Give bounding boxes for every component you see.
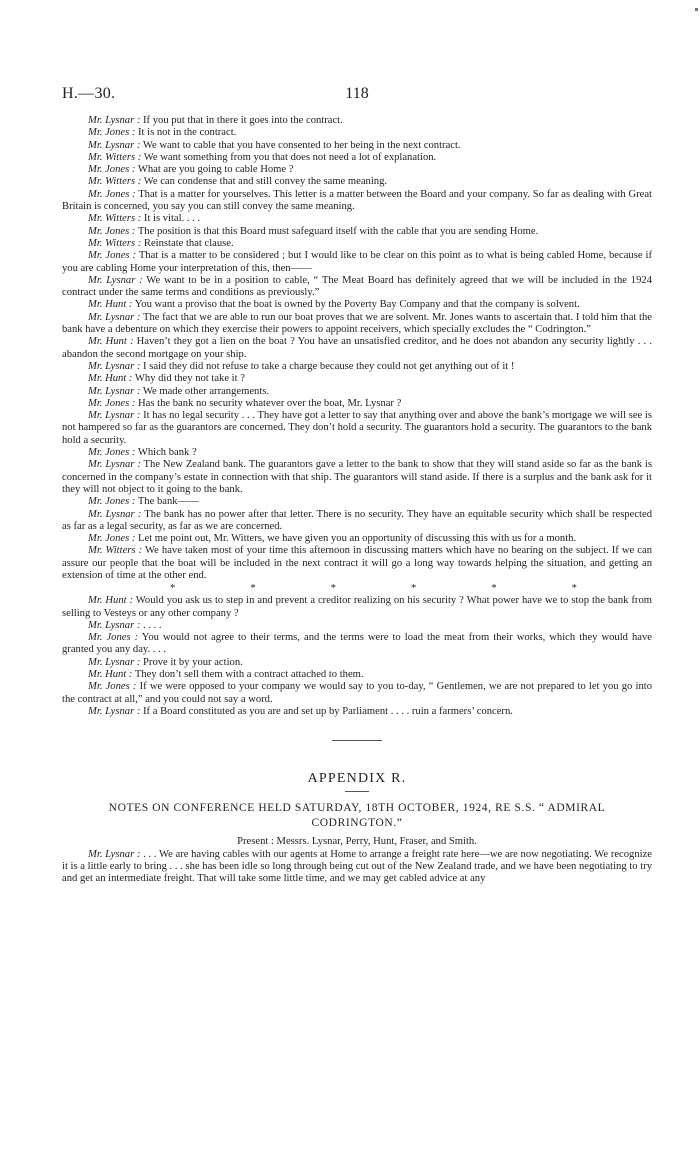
speaker-name: Mr. Lysnar : [88,619,141,631]
dialogue-paragraph [62,115,652,127]
speech-text: . . . . [140,619,162,631]
dialogue-paragraph [62,164,652,176]
dialogue-paragraph [62,226,652,238]
speech-text: Prove it by your action. [140,656,243,668]
speaker-name: Mr. Lysnar : [88,385,141,397]
dialogue-paragraph [62,213,652,225]
speech-text: If you put that in there it goes into the contract. [140,115,343,126]
speech-text: You would not agree to their terms, and the terms were to load the meat from their works, which they would have granted you any day. . . . [62,632,652,656]
dialogue-paragraph [62,189,652,214]
speaker-name: Mr. Lysnar : [88,115,141,126]
speaker-name: Mr. Witters : [88,545,143,557]
star-separator: * [170,583,176,595]
speech-text: It is vital. . . . [141,213,201,225]
speaker-name: Mr. Witters : [88,176,142,188]
speaker-name: Mr. Jones : [88,250,137,262]
speech-text: It is not in the contract. [135,127,237,139]
dialogue-paragraph [62,250,652,275]
dialogue-paragraph [62,238,652,250]
document-reference: H.—30. [62,85,116,102]
dialogue-paragraph [62,152,652,164]
star-separator: * [571,583,577,595]
speech-text: The bank—— [135,496,199,508]
speaker-name: Mr. Hunt : [88,373,133,385]
dialogue-paragraph [62,620,652,632]
dialogue-paragraph [62,657,652,669]
speaker-name: Mr. Jones : [88,632,139,644]
speaker-name: Mr. Witters : [88,237,142,249]
dialogue-paragraph [62,706,652,718]
speaker-name: Mr. Jones : [88,225,136,237]
dialogue-paragraph [62,632,652,657]
page-body [62,115,652,886]
speech-text: Why did they not take it ? [132,373,245,385]
speech-text: Haven’t they got a lien on the boat ? You have an unsatisfied creditor, and he does not abandon any security lightly . . . abandon the second mortgage on your ship. [62,336,652,360]
speaker-name: Mr. Lysnar : [88,360,141,372]
speech-text: The bank has no power after that letter. There is no security. They have an equitable security which shall be respected as far as a legal security, as far as we are concerned. [62,508,652,532]
dialogue-paragraph [62,447,652,459]
speech-text: The fact that we are able to run our boat proves that we are solvent. Mr. Jones wants to ascertain that. I told him that the bank have a debenture on which they exercise their powers to appoint receivers, which specially excludes the “ Codrington.” [62,311,652,336]
speech-text: It has no legal security . . . They have got a letter to say that anything over and above the bank’s mortgage we will see is not hampered so far as the guarantors are concerned. They don’t hold a security. The guarantors hold a security. The guarantors to the bank hold a security. [62,410,652,446]
speaker-name: Mr. Jones : [88,533,136,545]
dialogue-paragraph [62,509,652,534]
dialogue-paragraph [62,669,652,681]
speech-text: They don’t sell them with a contract attached to them. [132,669,364,681]
dialogue-paragraph [62,127,652,139]
speaker-name: Mr. Lysnar : [88,311,141,323]
dialogue-paragraph [62,140,652,152]
speaker-name: Mr. Lysnar : [88,656,141,668]
dialogue-paragraph [62,545,652,582]
dialogue-paragraph [62,849,652,886]
speech-text: . . . We are having cables with our agents at Home to arrange a freight rate here—we are now negotiating. We recognize it is a little early to bring . . . she has been idle so long through being cut out of the New Zealand trade, and we have been negotiating to try and get an intermediate freight. That will take some little time, and we may get cabled advice at any [62,848,652,885]
speaker-name: Mr. Jones : [88,496,136,508]
speech-text: We can condense that and still convey the same meaning. [141,176,388,188]
speech-text: I said they did not refuse to take a charge because they could not get anything out of it ! [140,360,515,372]
speaker-name: Mr. Hunt : [88,669,133,681]
speech-text: We made other arrangements. [140,385,270,397]
dialogue-paragraph [62,176,652,188]
section-break-stars [62,583,652,595]
speaker-name: Mr. Jones : [88,164,136,176]
dialogue-paragraph [62,336,652,361]
appendix-dialogue [62,849,652,886]
notes-title: NOTES ON CONFERENCE HELD SATURDAY, 18TH OCTOBER, 1924, RE S.S. “ ADMIRAL CODRINGTON.” [108,801,606,829]
speech-text: That is a matter for yourselves. This letter is a matter between the Board and your company. So far as dealing with Great Britain is concerned, you say you can still convey the same meaning. [62,188,652,213]
dialogue-paragraph [62,299,652,311]
speaker-name: Mr. Lysnar : [88,139,141,151]
speech-text: We want to be in a position to cable, “ The Meat Board has definitely agreed that we will be included in the 1924 contract under the same terms and conditions as previously.” [62,274,652,299]
speech-text: Let me point out, Mr. Witters, we have given you an opportunity of discussing this with us for a month. [135,533,577,545]
speech-text: Which bank ? [135,447,197,459]
appendix-rule [345,791,369,792]
present-line: Present : Messrs. Lysnar, Perry, Hunt, Fraser, and Smith. [237,835,477,847]
speaker-name: Mr. Lysnar : [88,848,141,860]
speaker-name: Mr. Jones : [88,188,136,200]
dialogue-paragraph [62,595,652,620]
speaker-name: Mr. Jones : [88,397,136,409]
page-header [62,85,652,105]
dialogue-paragraph [62,398,652,410]
speech-text: Reinstate that clause. [141,237,234,249]
dialogue-paragraph [62,275,652,300]
speech-text: We want something from you that does not need a lot of explanation. [141,151,437,163]
dialogue-paragraph [62,410,652,447]
speaker-name: Mr. Witters : [88,151,142,163]
star-separator: * [491,583,497,595]
speaker-name: Mr. Witters : [88,213,142,225]
appendix-title: APPENDIX R. [307,771,407,787]
speech-text: Has the bank no security whatever over the boat, Mr. Lysnar ? [135,397,402,409]
speaker-name: Mr. Hunt : [88,299,133,311]
speech-text: That is a matter to be considered ; but I would like to be clear on this point as to what is being cabled Home, because if you are cabling Home your interpretation of this, then—— [62,250,652,274]
speech-text: If a Board constituted as you are and set up by Parliament . . . . ruin a farmers’ concern. [140,705,513,717]
dialogue-paragraph [62,373,652,385]
speaker-name: Mr. Lysnar : [88,410,141,422]
speech-text: You want a proviso that the boat is owned by the Poverty Bay Company and that the company is solvent. [132,299,580,311]
dialogue-paragraph [62,386,652,398]
dialogue-paragraph [62,681,652,706]
star-separator: * [410,583,417,595]
speech-text: We want to cable that you have consented to her being in the next contract. [140,139,461,151]
speech-text: If we were opposed to your company we would say to you to-day, “ Gentlemen, we are not prepared to let you go into the contract at all,” and you could not say a word. [62,681,652,705]
star-separator: * [250,583,256,595]
speech-text: Would you ask us to step in and prevent a creditor realizing on his security ? What power have we to stop the bank from selling to Vesteys or any other company ? [62,595,652,619]
speech-text: The New Zealand bank. The guarantors gave a letter to the bank to show that they will stand aside so far as the bank is concerned in the company’s estate in connection with that ship. The guarantors will stand aside. If there is a surplus and the bank ask for it they will not object to it going to the bank. [62,459,652,495]
dialogue-paragraph [62,459,652,496]
speech-text: We have taken most of your time this afternoon in discussing matters which have no bearing on the subject. If we can assure our people that the boat will be included in the next contract it will go a long way towards helping the situation, and getting an extension of time at the other end. [62,545,652,581]
speaker-name: Mr. Jones : [88,681,137,693]
speaker-name: Mr. Hunt : [88,595,134,607]
speaker-name: Mr. Hunt : [88,336,134,348]
end-rule [332,740,382,741]
dialogue-paragraph [62,312,652,337]
speaker-name: Mr. Jones : [88,447,136,459]
speech-text: What are you going to cable Home ? [135,164,294,176]
star-separator: * [330,583,336,595]
scan-mark [695,8,698,11]
dialogue-paragraph [62,533,652,545]
page-number: 118 [345,85,369,102]
speaker-name: Mr. Lysnar : [88,705,141,717]
speaker-name: Mr. Lysnar : [88,459,141,471]
dialogue-paragraph [62,361,652,373]
speaker-name: Mr. Jones : [88,127,136,139]
speaker-name: Mr. Lysnar : [88,508,142,520]
dialogue-paragraph [62,496,652,508]
speech-text: The position is that this Board must safeguard itself with the cable that you are sending Home. [135,225,539,237]
speaker-name: Mr. Lysnar : [88,274,143,286]
dialogue-section-continued [62,595,652,718]
dialogue-section [62,115,652,582]
